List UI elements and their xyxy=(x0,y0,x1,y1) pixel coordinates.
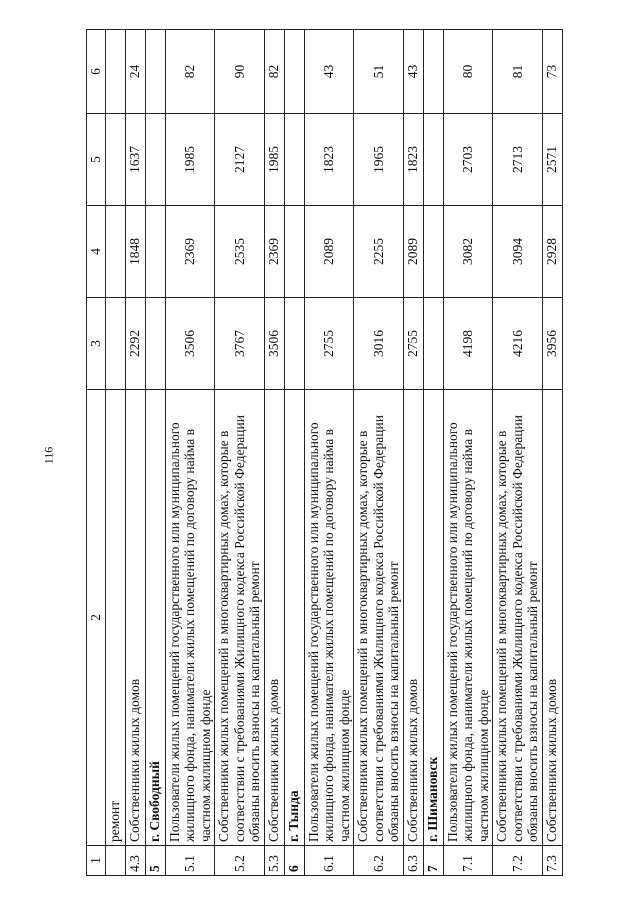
row-number: 7.2 xyxy=(493,846,543,876)
value-col4: 2255 xyxy=(354,206,404,298)
section-title: г. Шимановск xyxy=(423,390,443,846)
value-col4 xyxy=(423,206,443,298)
value-col3: 3016 xyxy=(354,298,404,390)
value-col6 xyxy=(284,30,304,114)
row-description: Пользователи жилых помещений государственного или муниципального жилищного фонда, наниматели жилых помещений по договору найма в частном жилищном фонде xyxy=(443,390,493,846)
row-number: 7 xyxy=(423,846,443,876)
table-row xyxy=(354,30,404,876)
value-col5 xyxy=(105,114,125,206)
header-cell: 5 xyxy=(87,114,106,206)
value-col4 xyxy=(145,206,165,298)
value-col6 xyxy=(105,30,125,114)
table-row xyxy=(443,30,493,876)
header-cell: 1 xyxy=(87,846,106,876)
header-cell: 3 xyxy=(87,298,106,390)
row-number: 5.3 xyxy=(264,846,284,876)
value-col4: 2369 xyxy=(264,206,284,298)
page-number: 116 xyxy=(41,446,56,465)
row-number: 5.2 xyxy=(215,846,265,876)
value-col5: 2713 xyxy=(493,114,543,206)
row-number: 5.1 xyxy=(165,846,215,876)
value-col3: 2292 xyxy=(125,298,145,390)
row-number: 6.1 xyxy=(304,846,354,876)
row-description: ремонт xyxy=(105,390,125,846)
value-col4: 3082 xyxy=(443,206,493,298)
row-number: 7.1 xyxy=(443,846,493,876)
section-title: г. Тында xyxy=(284,390,304,846)
value-col5: 2703 xyxy=(443,114,493,206)
value-col3: 3506 xyxy=(264,298,284,390)
value-col4: 2089 xyxy=(304,206,354,298)
row-number: 6.3 xyxy=(403,846,423,876)
row-number: 5 xyxy=(145,846,165,876)
value-col5: 1985 xyxy=(264,114,284,206)
header-row xyxy=(87,30,106,876)
value-col4: 2369 xyxy=(165,206,215,298)
section-title: г. Свободный xyxy=(145,390,165,846)
row-description: Собственники жилых домов xyxy=(542,390,562,846)
row-description: Собственники жилых помещений в многоквартирных домах, которые в соответствии с требованиями Жилищного кодекса Российской Федерации обязаны вносить взносы на капитальный ремонт xyxy=(215,390,265,846)
value-col5: 1823 xyxy=(304,114,354,206)
value-col4: 2928 xyxy=(542,206,562,298)
row-description: Собственники жилых домов xyxy=(403,390,423,846)
value-col6: 43 xyxy=(304,30,354,114)
value-col4: 3094 xyxy=(493,206,543,298)
table-row xyxy=(215,30,265,876)
value-col6 xyxy=(145,30,165,114)
row-number: 7.3 xyxy=(542,846,562,876)
row-number: 6 xyxy=(284,846,304,876)
table-row xyxy=(165,30,215,876)
value-col3: 4216 xyxy=(493,298,543,390)
row-number xyxy=(105,846,125,876)
table-row xyxy=(125,30,145,876)
section-row xyxy=(145,30,165,876)
value-col5: 1965 xyxy=(354,114,404,206)
value-col5: 2571 xyxy=(542,114,562,206)
value-col6: 80 xyxy=(443,30,493,114)
value-col3 xyxy=(423,298,443,390)
value-col6: 81 xyxy=(493,30,543,114)
row-description: Собственники жилых помещений в многоквартирных домах, которые в соответствии с требованиями Жилищного кодекса Российской Федерации обязаны вносить взносы на капитальный ремонт xyxy=(354,390,404,846)
value-col5 xyxy=(284,114,304,206)
value-col6: 90 xyxy=(215,30,265,114)
value-col6: 51 xyxy=(354,30,404,114)
value-col6: 82 xyxy=(165,30,215,114)
value-col4 xyxy=(284,206,304,298)
header-cell: 4 xyxy=(87,206,106,298)
value-col5: 2127 xyxy=(215,114,265,206)
value-col4: 2089 xyxy=(403,206,423,298)
row-description: Пользователи жилых помещений государственного или муниципального жилищного фонда, наниматели жилых помещений по договору найма в частном жилищном фонде xyxy=(304,390,354,846)
value-col4: 2535 xyxy=(215,206,265,298)
value-col6 xyxy=(423,30,443,114)
value-col3 xyxy=(105,298,125,390)
section-row xyxy=(423,30,443,876)
section-row xyxy=(284,30,304,876)
table-row xyxy=(264,30,284,876)
rotated-table-wrapper xyxy=(86,30,608,876)
value-col3: 3767 xyxy=(215,298,265,390)
value-col3: 4198 xyxy=(443,298,493,390)
table-row xyxy=(542,30,562,876)
table-row xyxy=(493,30,543,876)
value-col4 xyxy=(105,206,125,298)
row-description: Собственники жилых домов xyxy=(125,390,145,846)
value-col3: 3956 xyxy=(542,298,562,390)
row-number: 6.2 xyxy=(354,846,404,876)
table-row xyxy=(304,30,354,876)
header-cell: 2 xyxy=(87,390,106,846)
value-col6: 82 xyxy=(264,30,284,114)
value-col6: 73 xyxy=(542,30,562,114)
row-number: 4.3 xyxy=(125,846,145,876)
table-row xyxy=(403,30,423,876)
value-col5: 1823 xyxy=(403,114,423,206)
value-col5: 1985 xyxy=(165,114,215,206)
value-col3 xyxy=(284,298,304,390)
header-cell: 6 xyxy=(87,30,106,114)
row-description: Собственники жилых помещений в многоквартирных домах, которые в соответствии с требованиями Жилищного кодекса Российской Федерации обязаны вносить взносы на капитальный ремонт xyxy=(493,390,543,846)
row-description: Пользователи жилых помещений государственного или муниципального жилищного фонда, наниматели жилых помещений по договору найма в частном жилищном фонде xyxy=(165,390,215,846)
value-col3: 3506 xyxy=(165,298,215,390)
value-col5 xyxy=(423,114,443,206)
value-col3 xyxy=(145,298,165,390)
value-col4: 1848 xyxy=(125,206,145,298)
value-col6: 43 xyxy=(403,30,423,114)
value-col3: 2755 xyxy=(403,298,423,390)
value-col3: 2755 xyxy=(304,298,354,390)
table-row xyxy=(105,30,125,876)
tariff-table xyxy=(86,29,563,876)
value-col5: 1637 xyxy=(125,114,145,206)
value-col6: 24 xyxy=(125,30,145,114)
row-description: Собственники жилых домов xyxy=(264,390,284,846)
value-col5 xyxy=(145,114,165,206)
